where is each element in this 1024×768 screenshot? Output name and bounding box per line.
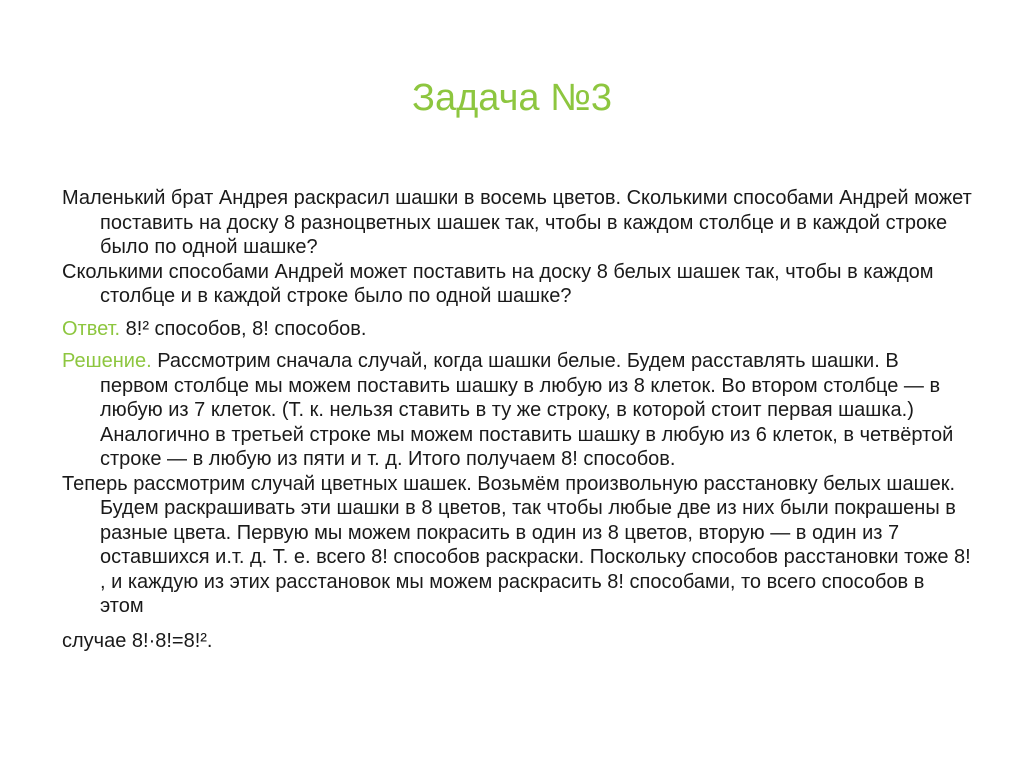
slide-body <box>62 186 972 661</box>
slide-title: Задача №3 <box>412 77 612 119</box>
answer-label: Ответ. <box>62 317 121 340</box>
solution-label: Решение. <box>62 350 152 372</box>
problem-text: Маленький брат Андрея раскрасил шашки в восемь цветов. Сколькими способами Андрей может поставить на доску 8 разноцветных шашек так, чтобы в каждом столбце и в каждой строке было по одной шашке? <box>62 187 972 258</box>
problem-paragraph <box>62 186 972 309</box>
solution-final: случае 8!·8!=8!². <box>62 629 213 652</box>
solution-text-second: Теперь рассмотрим случай цветных шашек. Возьмём произвольную расстановку белых шашек. Будем раскрашивать эти шашки в 8 цветов, так чтобы любые две из них были покрашены в разные цвета. Первую мы можем покрасить в один из 8 цветов, вторую — в один из 7 оставшихся и.т. д. Т. е. всего 8! способов раскраски. Поскольку способов расстановки тоже 8! , и каждую из этих расстановок мы можем раскрасить 8! способами, то всего способов в этом <box>62 472 971 617</box>
answer-paragraph <box>62 317 972 342</box>
solution-text: Рассмотрим сначала случай, когда шашки белые. Будем расставлять шашки. В первом столбце мы можем поставить шашку в любую из 8 клеток. Во втором столбце — в любую из 7 клеток. (Т. к. нельзя ставить в ту же строку, в которой стоит первая шашка.) Аналогично в третьей строке мы можем поставить шашку в любую из 6 клеток, в четвёртой строке — в любую из пяти и т. д. Итого получаем 8! способов. <box>100 350 954 470</box>
answer-text: 8!² способов, 8! способов. <box>125 317 367 340</box>
problem-text-second: Сколькими способами Андрей может поставить на доску 8 белых шашек так, чтобы в каждом столбце и в каждой строке было по одной шашке? <box>62 260 934 307</box>
solution-paragraph <box>62 349 972 653</box>
